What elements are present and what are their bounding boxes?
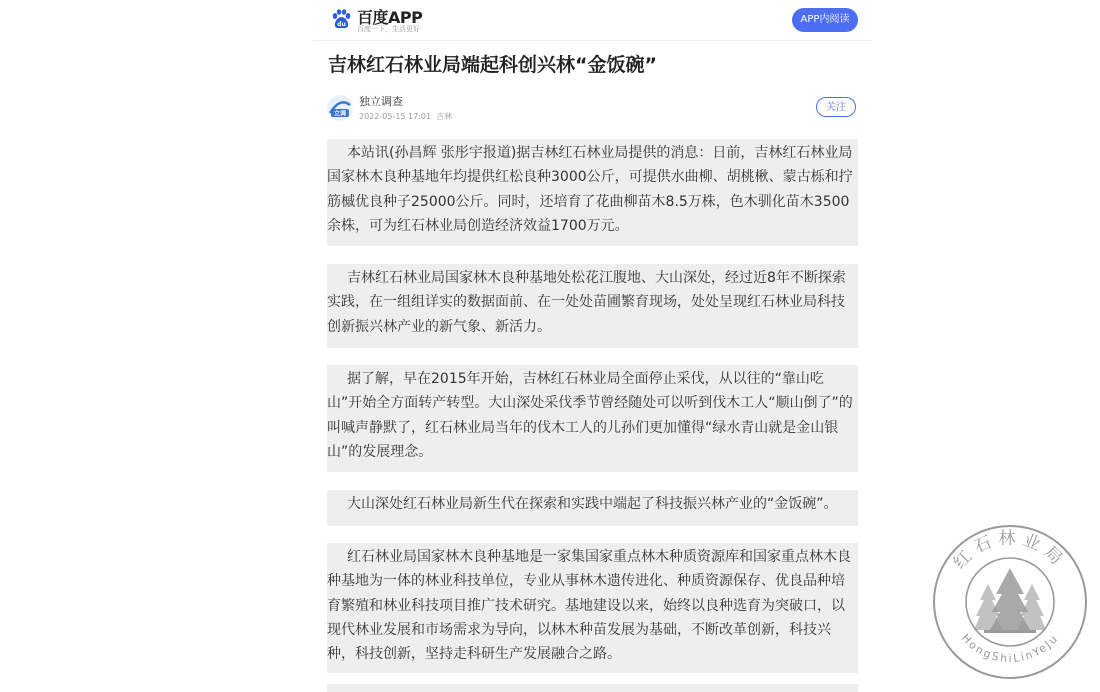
article-title: 吉林红石林业局端起科创兴林“金饭碗” bbox=[328, 54, 657, 76]
svg-text:HongShiLinYeJu: HongShiLinYeJu bbox=[958, 631, 1062, 666]
next-content-strip bbox=[327, 684, 858, 692]
paragraph-text: 吉林红石林业局国家林木良种基地处松花江腹地、大山深处，经过近8年不断探索实践，在一组组详实的数据面前、在一处处苗圃繁育现场，处处呈现红石林业局科技创新振兴林产业的新气象、新活力。 bbox=[327, 270, 846, 335]
paragraph-1 bbox=[327, 139, 858, 246]
author-avatar[interactable] bbox=[327, 95, 353, 121]
article-page bbox=[314, 0, 872, 692]
paragraph-text: 大山深处红石林业局新生代在探索和实践中端起了科技振兴林产业的“金饭碗”。 bbox=[347, 496, 838, 512]
paragraph-5 bbox=[327, 543, 858, 673]
publish-date: 2022-05-15 17:01 bbox=[359, 112, 432, 121]
author-avatar-icon bbox=[327, 95, 353, 121]
app-header bbox=[314, 0, 872, 41]
svg-text:du: du bbox=[337, 21, 346, 28]
read-in-app-button[interactable]: APP内阅读 bbox=[792, 8, 858, 32]
paragraph-3 bbox=[327, 365, 858, 472]
paragraph-text: 本站讯(孙昌辉 张彤宇报道)据吉林红石林业局提供的消息：日前，吉林红石林业局国家林木良种基地年均提供红松良种3000公斤，可提供水曲柳、胡桃楸、蒙古栎和拧筋槭优良种子25000公斤。同时，还培育了花曲柳苗木8.5万株，色木驯化苗木3500余株，可为红石林业局创造经济效益1700万元。 bbox=[327, 145, 853, 234]
svg-text:立调: 立调 bbox=[333, 110, 347, 118]
app-name: 百度APP bbox=[357, 8, 423, 27]
app-slogan: 百度一下，生活更好 bbox=[357, 25, 420, 33]
paragraph-2 bbox=[327, 264, 858, 348]
paragraph-text: 据了解，早在2015年开始，吉林红石林业局全面停止采伐，从以往的“靠山吃山”开始全方面转产转型。大山深处采伐季节曾经随处可以听到伐木工人“顺山倒了”的叫喊声静默了，红石林业局当年的伐木工人的儿孙们更加懂得“绿水青山就是金山银山”的发展理念。 bbox=[327, 371, 853, 460]
publish-location: 吉林 bbox=[436, 112, 453, 121]
baidu-paw-icon[interactable] bbox=[330, 8, 352, 30]
paragraph-text: 红石林业局国家林木良种基地是一家集国家重点林木种质资源库和国家重点林木良种基地为一体的林业科技单位，专业从事林木遗传进化、种质资源保存、优良品种培育繁殖和林业科技项目推广技术研究。基地建设以来，始终以良种选育为突破口，以现代林业发展和市场需求为导向，以林木种苗发展为基础，不断改革创新，科技兴种，科技创新，坚持走科研生产发展融合之路。 bbox=[327, 549, 851, 663]
forestry-bureau-seal-icon bbox=[930, 522, 1090, 682]
author-meta bbox=[359, 111, 452, 122]
author-name[interactable]: 独立调查 bbox=[359, 95, 403, 108]
paragraph-4 bbox=[327, 490, 858, 526]
svg-text:红石林业局: 红石林业局 bbox=[949, 529, 1071, 574]
follow-button[interactable]: 关注 bbox=[816, 97, 856, 117]
